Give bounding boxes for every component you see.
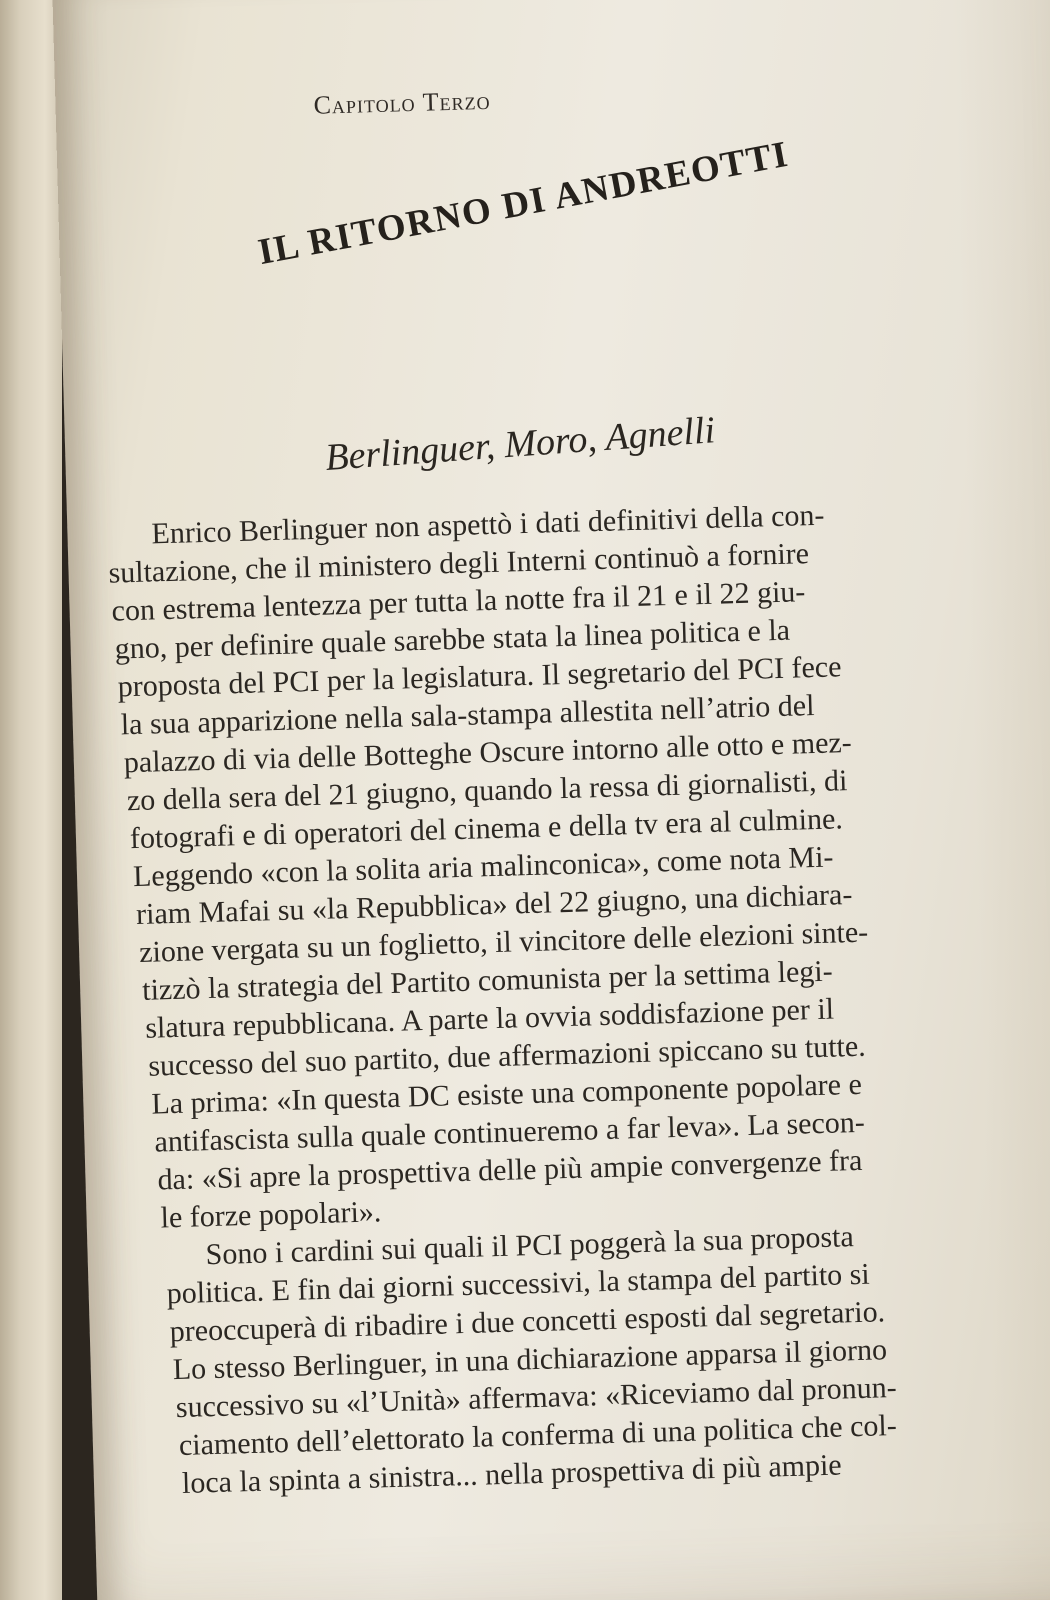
text-line: fotografi e di operatori del cinema e della tv era al culmine. — [129, 802, 844, 856]
text-line: zo della sera del 21 giugno, quando la ressa di giornalisti, di — [126, 764, 848, 818]
text-line: con estrema lentezza per tutta la notte fra il 21 e il 22 giu- — [111, 575, 806, 628]
book-page — [52, 0, 1050, 1600]
chapter-label: Capitolo Terzo — [313, 85, 491, 120]
text-line: tizzò la strategia del Partito comunista per la settima legi- — [141, 954, 834, 1007]
text-line: loca la spinta a sinistra... nella prospettiva di più ampie — [181, 1448, 843, 1500]
body-text — [67, 491, 1050, 1500]
book-page-edge — [0, 0, 62, 1600]
text-line: la sua apparizione nella sala-stampa allestita nell’atrio del — [120, 689, 815, 742]
text-line: riam Mafai su «la Repubblica» del 22 giugno, una dichiara- — [135, 878, 853, 932]
text-line: successivo su «l’Unità» affermava: «Riceviamo dal pronun- — [175, 1370, 898, 1425]
text-line: La prima: «In questa DC esiste una componente popolare e — [150, 1067, 863, 1121]
text-line: politica. E fin dai giorni successivi, la stampa del partito si — [166, 1257, 871, 1311]
text-line: proposta del PCI per la legislatura. Il segretario del PCI fece — [117, 650, 842, 704]
text-line: Lo stesso Berlinguer, in una dichiarazione apparsa il giorno — [172, 1333, 888, 1387]
text-line: slatura repubblicana. A parte la ovvia soddisfazione per il — [144, 992, 835, 1045]
text-line: Sono i cardini sui quali il PCI poggerà la sua proposta — [205, 1220, 855, 1272]
text-line: da: «Si apre la prospettiva delle più ampie convergenze fra — [157, 1143, 863, 1197]
text-line: ciamento dell’elettorato la conferma di una politica che col- — [178, 1408, 898, 1463]
text-line: Leggendo «con la solita aria malinconica», come nota Mi- — [132, 840, 834, 894]
text-line: le forze popolari». — [160, 1195, 382, 1235]
text-line: Enrico Berlinguer non aspettò i dati definitivi della con- — [151, 498, 825, 551]
text-line: palazzo di via delle Botteghe Oscure intorno alle otto e mez- — [123, 725, 853, 780]
text-line: preoccuperà di ribadire i due concetti esposti dal segretario. — [169, 1295, 886, 1349]
text-line: zione vergata su un foglietto, il vincitore delle elezioni sinte- — [138, 915, 869, 969]
text-line: antifascista sulla quale continueremo a far leva». La secon- — [154, 1105, 866, 1159]
text-line: successo del suo partito, due affermazioni spiccano su tutte. — [147, 1029, 867, 1083]
section-heading: Berlinguer, Moro, Agnelli — [323, 409, 717, 480]
text-line: sultazione, che il ministero degli Interni continuò a fornire — [108, 537, 810, 590]
text-line: gno, per definire quale sarebbe stata la linea politica e la — [114, 613, 791, 666]
chapter-title: IL RITORNO DI ANDREOTTI — [254, 133, 792, 274]
